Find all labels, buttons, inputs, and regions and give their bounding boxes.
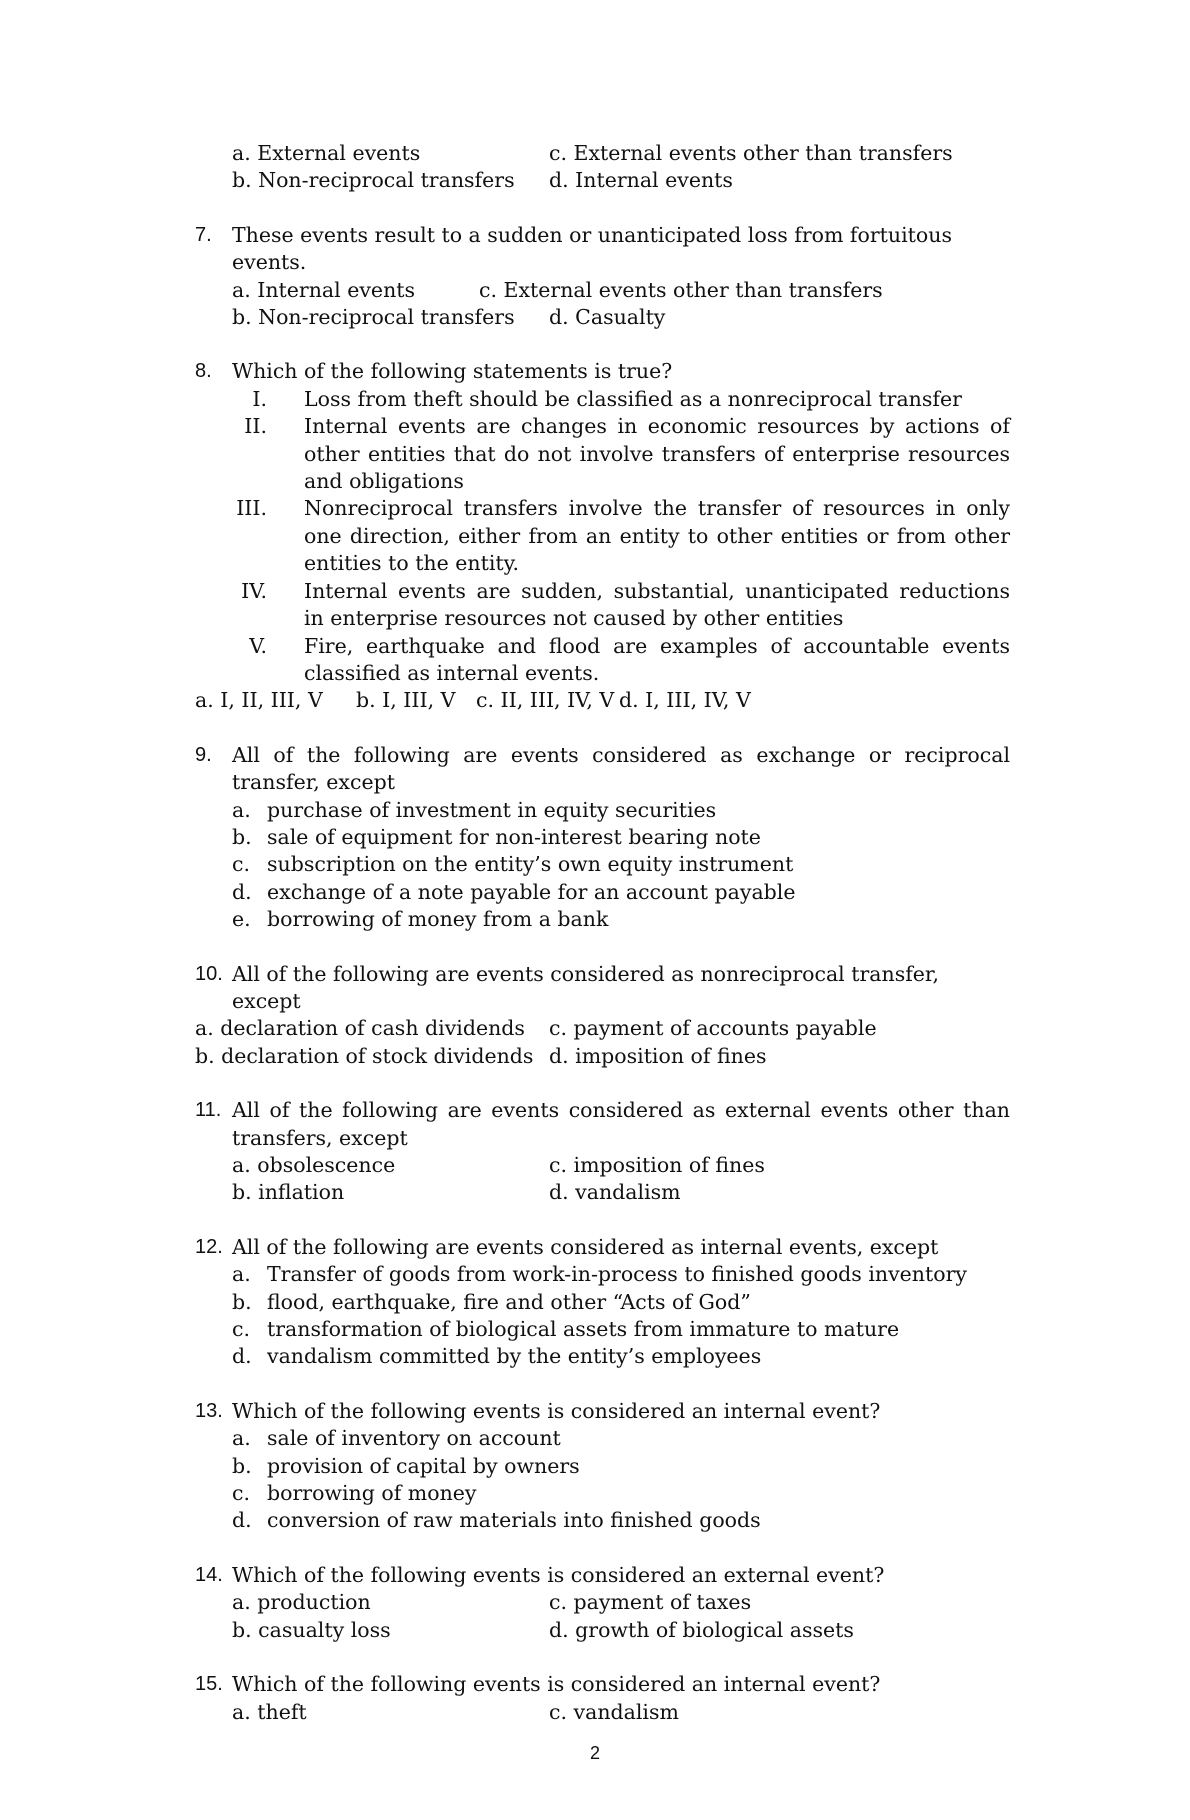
option-label: b.	[232, 1453, 252, 1478]
option-row	[195, 140, 1010, 167]
option-row	[195, 1152, 1010, 1179]
option-label: c.	[232, 852, 250, 877]
question-stem	[195, 1097, 1010, 1152]
statement-text: Internal events are sudden, substantial, unanticipated reductions in enterprise resources not caused by other entities	[304, 578, 1010, 631]
question-text: Which of the following events is considered an internal event?	[232, 1398, 881, 1423]
option-item	[195, 1480, 1010, 1507]
statement-text: Loss from theft should be classified as a nonreciprocal transfer	[304, 386, 962, 411]
option-c: c. payment of accounts payable	[549, 1016, 877, 1041]
option-label: d.	[232, 879, 252, 904]
option-text: sale of equipment for non-interest bearing note	[267, 824, 761, 849]
statement-item	[195, 413, 1010, 495]
option-item	[195, 1316, 1010, 1343]
option-label: d.	[232, 1344, 252, 1369]
option-a: a. I, II, III, V	[195, 688, 323, 713]
option-item	[195, 1289, 1010, 1316]
page-number: 2	[589, 1743, 600, 1763]
question-7	[195, 222, 1010, 332]
option-label: a.	[232, 1426, 251, 1451]
option-b: b. Non-reciprocal transfers	[232, 168, 515, 193]
option-row	[195, 1179, 1010, 1206]
option-row	[195, 1617, 1010, 1644]
option-item	[195, 906, 1010, 933]
option-d: d. growth of biological assets	[549, 1617, 854, 1642]
statement-item	[195, 495, 1010, 577]
option-row	[195, 1589, 1010, 1616]
statement-list	[195, 386, 1010, 687]
option-d: d. Casualty	[549, 305, 666, 330]
question-text: Which of the following events is considered an internal event?	[232, 1672, 881, 1697]
question-text: All of the following are events considered as exchange or reciprocal transfer, except	[232, 742, 1010, 795]
option-a: a. declaration of cash dividends	[195, 1016, 525, 1041]
option-row	[195, 1699, 1010, 1726]
question-14	[195, 1562, 1010, 1644]
option-label: b.	[232, 824, 252, 849]
question-number: 7.	[195, 223, 212, 246]
option-item	[195, 797, 1010, 824]
question-8	[195, 358, 1010, 714]
question-13	[195, 1398, 1010, 1535]
question-text: Which of the following events is considered an external event?	[232, 1562, 885, 1587]
option-d: d. Internal events	[549, 168, 733, 193]
question-stem	[195, 222, 1010, 277]
statement-label: II.	[244, 414, 267, 439]
question-number: 8.	[195, 360, 212, 383]
option-list	[195, 1425, 1010, 1535]
option-row	[195, 304, 1010, 331]
option-label: a.	[232, 797, 251, 822]
option-text: transformation of biological assets from immature to mature	[267, 1317, 900, 1342]
option-list	[195, 797, 1010, 934]
option-d: d. imposition of fines	[549, 1043, 767, 1068]
question-10	[195, 961, 1010, 1071]
option-b: b. I, III, V	[356, 688, 456, 713]
option-c: c. External events other than transfers	[479, 277, 883, 302]
option-row	[195, 1015, 1010, 1042]
option-text: subscription on the entity’s own equity instrument	[267, 852, 794, 877]
option-label: b.	[232, 1289, 252, 1314]
option-d: d. vandalism	[549, 1180, 681, 1205]
question-stem	[195, 1562, 1010, 1589]
option-item	[195, 1261, 1010, 1288]
option-c: c. payment of taxes	[549, 1590, 752, 1615]
option-a: a. obsolescence	[232, 1153, 396, 1177]
question-stem	[195, 961, 1010, 1016]
option-text: borrowing of money	[267, 1481, 477, 1506]
question-stem	[195, 1234, 1010, 1261]
option-text: conversion of raw materials into finished goods	[267, 1508, 761, 1533]
question-stem	[195, 742, 1010, 797]
question-number: 15.	[195, 1673, 223, 1696]
question-text: These events result to a sudden or unanticipated loss from fortuitous events.	[232, 222, 952, 275]
question-text: All of the following are events considered as nonreciprocal transfer, except	[232, 961, 939, 1013]
option-text: exchange of a note payable for an account payable	[267, 879, 796, 904]
question-11	[195, 1097, 1010, 1207]
option-row	[195, 277, 1010, 304]
option-list	[195, 1261, 1010, 1371]
question-9	[195, 742, 1010, 934]
question-number: 12.	[195, 1235, 223, 1258]
statement-item	[195, 386, 1010, 413]
option-a: a. Internal events	[232, 277, 416, 302]
question-number: 14.	[195, 1563, 223, 1586]
option-a: a. External events	[232, 141, 421, 165]
option-b: b. declaration of stock dividends	[195, 1043, 534, 1068]
option-text: sale of inventory on account	[267, 1426, 561, 1451]
option-item	[195, 879, 1010, 906]
statement-text: Fire, earthquake and flood are examples of accountable events classified as internal events.	[304, 633, 1010, 685]
statement-item	[195, 578, 1010, 633]
option-item	[195, 851, 1010, 878]
option-text: flood, earthquake, fire and other “Acts of God”	[267, 1289, 751, 1314]
question-stem	[195, 1671, 1010, 1698]
question-text: All of the following are events considered as internal events, except	[232, 1234, 939, 1259]
option-label: c.	[232, 1317, 250, 1342]
question-stem	[195, 358, 1010, 385]
option-item	[195, 824, 1010, 851]
option-c: c. vandalism	[549, 1699, 679, 1724]
option-row	[195, 1043, 1010, 1070]
option-c: c. imposition of fines	[549, 1153, 765, 1177]
option-text: Transfer of goods from work-in-process to finished goods inventory	[267, 1262, 967, 1287]
question-number: 10.	[195, 962, 223, 985]
option-item	[195, 1453, 1010, 1480]
option-label: d.	[232, 1508, 252, 1533]
question-list	[195, 140, 1010, 1726]
option-b: b. casualty loss	[232, 1617, 391, 1642]
option-d: d. I, III, IV, V	[619, 688, 751, 713]
option-a: a. production	[232, 1590, 371, 1615]
question-number: 11.	[195, 1099, 222, 1122]
option-label: c.	[232, 1481, 250, 1506]
option-item	[195, 1507, 1010, 1534]
statement-label: IV.	[241, 578, 267, 603]
statement-text: Nonreciprocal transfers involve the transfer of resources in only one direction, either from an entity to other entities or from other entities to the entity.	[304, 496, 1010, 576]
statement-text: Internal events are changes in economic resources by actions of other entities that do not involve transfers of enterprise resources and obligations	[304, 414, 1010, 494]
question-text: Which of the following statements is true?	[232, 359, 673, 384]
option-label: a.	[232, 1262, 251, 1287]
question-number: 13.	[195, 1399, 223, 1422]
statement-item	[195, 633, 1010, 688]
statement-label: V.	[249, 633, 267, 658]
option-c: c. External events other than transfers	[549, 141, 953, 165]
option-b: b. Non-reciprocal transfers	[232, 305, 515, 330]
option-text: borrowing of money from a bank	[267, 907, 609, 932]
question-6-options	[195, 140, 1010, 195]
option-row	[195, 167, 1010, 194]
option-b: b. inflation	[232, 1180, 345, 1205]
question-text: All of the following are events considered as external events other than transfers, except	[232, 1098, 1010, 1150]
statement-label: I.	[252, 386, 267, 411]
question-15	[195, 1671, 1010, 1726]
option-text: vandalism committed by the entity’s employees	[267, 1344, 762, 1369]
question-12	[195, 1234, 1010, 1371]
option-item	[195, 1343, 1010, 1370]
statement-label: III.	[236, 496, 267, 521]
option-a: a. theft	[232, 1699, 307, 1724]
option-text: purchase of investment in equity securities	[267, 797, 717, 822]
option-item	[195, 1425, 1010, 1452]
question-stem	[195, 1398, 1010, 1425]
option-text: provision of capital by owners	[267, 1453, 580, 1478]
option-c: c. II, III, IV, V	[476, 688, 615, 713]
option-row	[195, 687, 1010, 714]
option-label: e.	[232, 907, 251, 932]
question-number: 9.	[195, 743, 212, 766]
